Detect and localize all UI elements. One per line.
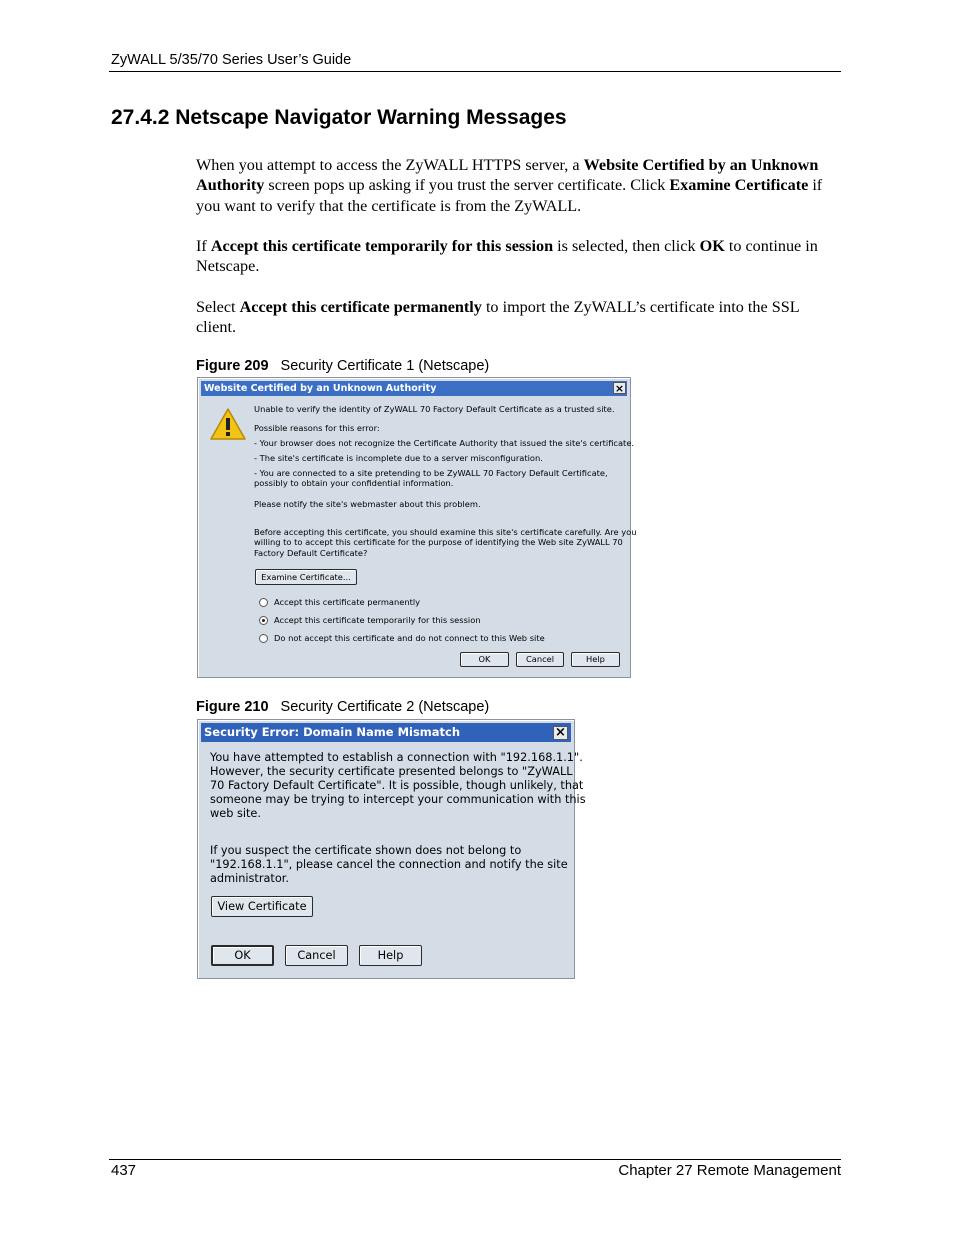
- figure-number: Figure 209: [196, 358, 269, 374]
- dialog-message-line: Factory Default Certificate?: [254, 548, 368, 558]
- dialog-message-line: Possible reasons for this error:: [254, 423, 380, 433]
- bold-term: OK: [699, 237, 725, 255]
- warning-icon: [209, 407, 247, 441]
- dialog-message-line: someone may be trying to intercept your communication with this: [210, 793, 586, 806]
- text: to import the ZyWALL’s certificate into the SSL client.: [196, 298, 799, 337]
- radio-accept-temporarily[interactable]: [259, 616, 268, 625]
- dialog-message-line: Unable to verify the identity of ZyWALL 70 Factory Default Certificate as a trusted site.: [254, 404, 615, 414]
- text: to continue in Netscape.: [196, 237, 818, 276]
- dialog-message-line: Please notify the site's webmaster about this problem.: [254, 499, 481, 509]
- domain-mismatch-dialog: [197, 719, 586, 979]
- text: Select: [196, 298, 240, 316]
- figure-title: Security Certificate 2 (Netscape): [280, 699, 490, 715]
- website-certified-dialog: [197, 377, 637, 678]
- dialog-message-line: You have attempted to establish a connection with "192.168.1.1".: [210, 751, 583, 764]
- dialog-message-line: "192.168.1.1", please cancel the connection and notify the site: [210, 858, 568, 871]
- cancel-button[interactable]: Cancel: [516, 652, 564, 667]
- figure-210-caption: [196, 699, 489, 715]
- close-icon[interactable]: ×: [614, 382, 625, 395]
- text: When you attempt to access the ZyWALL HTTPS server, a: [196, 156, 584, 174]
- ok-button[interactable]: OK: [211, 945, 274, 966]
- text: screen pops up asking if you trust the server certificate. Click: [264, 176, 670, 195]
- radio-accept-permanently[interactable]: [259, 598, 268, 607]
- paragraph-intro: [196, 155, 841, 216]
- figure-number: Figure 210: [196, 699, 269, 715]
- dialog-title: Security Error: Domain Name Mismatch: [204, 725, 461, 739]
- page-number: 437: [111, 1162, 137, 1179]
- radio-label: Accept this certificate temporarily for this session: [274, 615, 481, 625]
- dialog-message-line: possibly to obtain your confidential information.: [254, 478, 454, 488]
- text: is selected, then click: [553, 237, 700, 255]
- chapter-title: Chapter 27 Remote Management: [618, 1162, 841, 1179]
- paragraph-accept-permanently: [196, 297, 841, 338]
- bold-term: Accept this certificate permanently: [239, 298, 482, 316]
- bold-term: Website Certified by an Unknown Authority: [196, 156, 819, 195]
- view-certificate-button[interactable]: View Certificate: [211, 896, 313, 917]
- dialog-message-line: web site.: [210, 807, 261, 820]
- text: If: [196, 237, 211, 255]
- text: if you want to verify that the certificate is from the ZyWALL.: [196, 176, 823, 215]
- dialog-title: Website Certified by an Unknown Authority: [204, 383, 437, 394]
- bold-term: Accept this certificate temporarily for this session: [210, 237, 554, 255]
- examine-certificate-button[interactable]: Examine Certificate...: [255, 569, 357, 585]
- dialog-titlebar: [201, 381, 627, 396]
- figure-title: Security Certificate 1 (Netscape): [280, 358, 490, 374]
- dialog-message-line: However, the security certificate presented belongs to "ZyWALL: [210, 765, 573, 778]
- figure-209-caption: [196, 358, 489, 374]
- close-icon[interactable]: ×: [553, 726, 568, 740]
- header-rule: [109, 71, 841, 72]
- dialog-titlebar: [201, 723, 571, 742]
- dialog-message-line: Before accepting this certificate, you should examine this site's certificate carefully. Are you: [254, 527, 637, 537]
- dialog-message-line: willing to to accept this certificate for the purpose of identifying the Web site ZyWALL 70: [254, 537, 623, 547]
- dialog-message-line: - You are connected to a site pretending to be ZyWALL 70 Factory Default Certificate,: [254, 468, 608, 478]
- running-header: ZyWALL 5/35/70 Series User’s Guide: [111, 52, 352, 68]
- ok-button[interactable]: OK: [460, 652, 509, 667]
- paragraph-accept-temporarily: [196, 236, 841, 277]
- dialog-message-line: - The site's certificate is incomplete due to a server misconfiguration.: [254, 453, 543, 463]
- radio-label: Do not accept this certificate and do not connect to this Web site: [274, 633, 545, 643]
- dialog-message-line: If you suspect the certificate shown does not belong to: [210, 844, 522, 857]
- radio-do-not-accept[interactable]: [259, 634, 268, 643]
- dialog-message-line: - Your browser does not recognize the Certificate Authority that issued the site's certificate.: [254, 438, 635, 448]
- section-title: 27.4.2 Netscape Navigator Warning Messages: [111, 106, 567, 129]
- dialog-message-line: 70 Factory Default Certificate". It is possible, though unlikely, that: [210, 779, 584, 792]
- help-button[interactable]: Help: [359, 945, 422, 966]
- radio-label: Accept this certificate permanently: [274, 597, 421, 607]
- dialog-message-line: administrator.: [210, 872, 289, 885]
- cancel-button[interactable]: Cancel: [285, 945, 348, 966]
- footer-rule: [109, 1159, 841, 1160]
- bold-term: Examine Certificate: [669, 176, 809, 195]
- help-button[interactable]: Help: [571, 652, 620, 667]
